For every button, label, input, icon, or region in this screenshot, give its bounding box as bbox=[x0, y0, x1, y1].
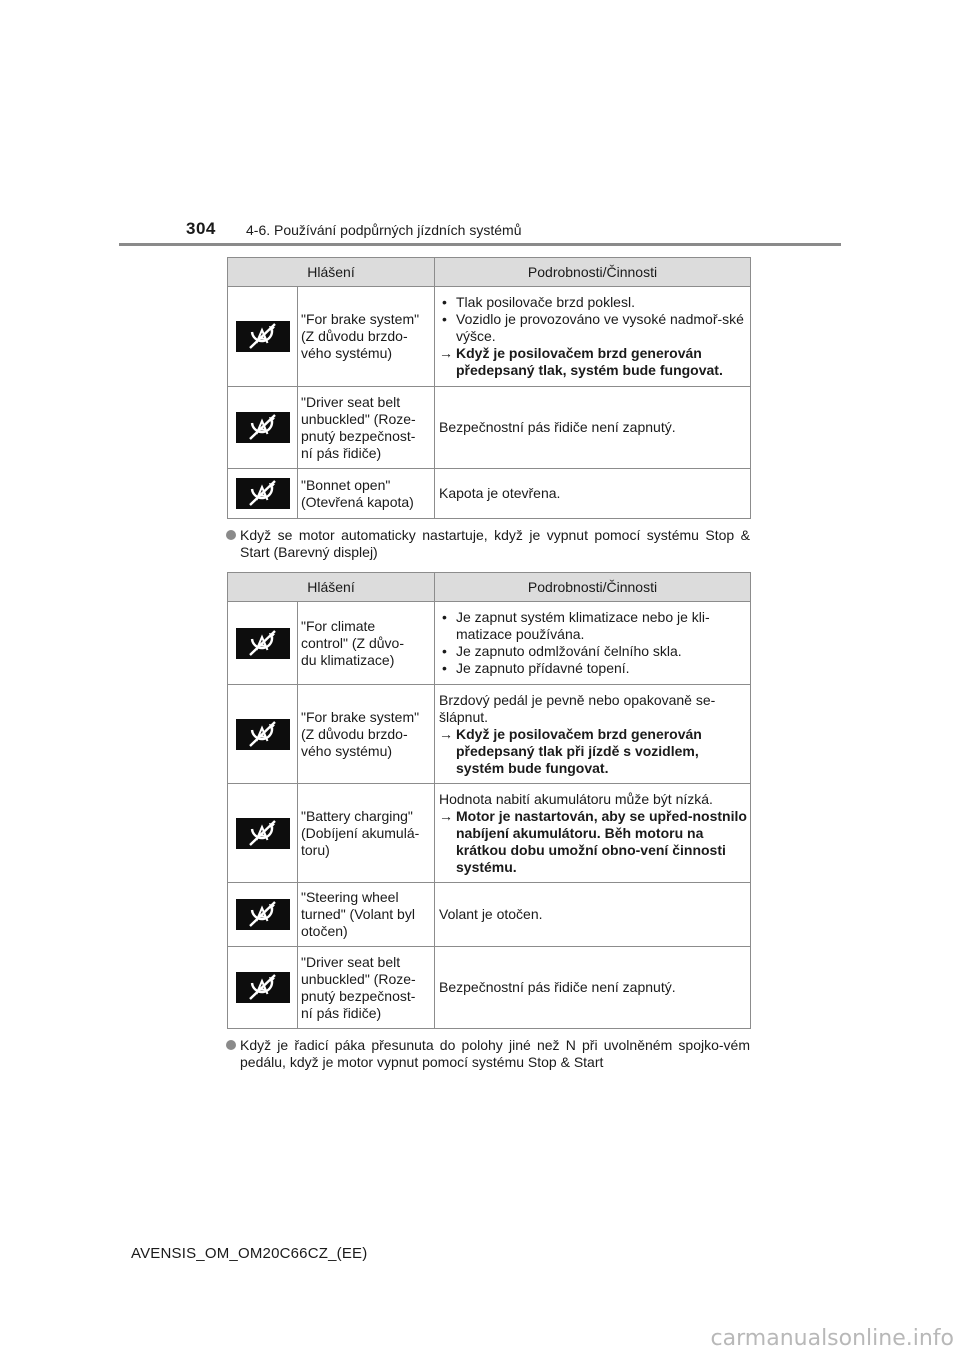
column-header-details: Podrobnosti/Činnosti bbox=[435, 573, 751, 602]
message-label: "Driver seat belt unbuckled" (Roze- pnutý bezpečnost- ní pás řidiče) bbox=[298, 947, 435, 1029]
message-label: "Bonnet open" (Otevřená kapota) bbox=[298, 469, 435, 519]
list-item: • Tlak posilovače brzd poklesl. bbox=[439, 294, 747, 311]
message-details: Hodnota nabití akumulátoru může být nízká. → Motor je nastartován, aby se upřed-nostnilo nabíjení akumulátoru. Běh motoru na krátkou dobu umožní obno-vení činnosti systému. bbox=[435, 784, 751, 883]
bullet-icon bbox=[226, 1040, 236, 1050]
table-row bbox=[228, 469, 751, 519]
message-table-2 bbox=[227, 572, 751, 1029]
list-item: • Je zapnuto přídavné topení. bbox=[439, 660, 747, 677]
message-details bbox=[435, 602, 751, 685]
bullet-icon bbox=[226, 530, 236, 540]
stop-start-off-icon bbox=[236, 628, 290, 659]
message-label: "For brake system" (Z důvodu brzdo- vého systému) bbox=[298, 685, 435, 784]
action-note: → Motor je nastartován, aby se upřed-nostnilo nabíjení akumulátoru. Běh motoru na krátkou dobu umožní obno-vení činnosti systému. bbox=[439, 808, 747, 876]
message-label: "Battery charging" (Dobíjení akumulá- toru) bbox=[298, 784, 435, 883]
message-label: "For brake system" (Z důvodu brzdo- vého systému) bbox=[298, 287, 435, 387]
document-code: AVENSIS_OM_OM20C66CZ_(EE) bbox=[131, 1245, 368, 1262]
action-note: → Když je posilovačem brzd generován předepsaný tlak, systém bude fungovat. bbox=[439, 345, 747, 379]
table-row bbox=[228, 287, 751, 387]
note-paragraph-2: Když je řadicí páka přesunuta do polohy jiné než N při uvolněném spojko-vém pedálu, když je motor vypnut pomocí systému Stop & Start bbox=[226, 1037, 750, 1071]
message-label: "For climate control" (Z důvo- du klimatizace) bbox=[298, 602, 435, 685]
page-number: 304 bbox=[186, 219, 216, 238]
message-details bbox=[435, 287, 751, 387]
stop-start-off-icon bbox=[236, 478, 290, 509]
table-row bbox=[228, 387, 751, 469]
column-header-message: Hlášení bbox=[228, 258, 435, 287]
message-details: Kapota je otevřena. bbox=[435, 469, 751, 519]
message-details: Volant je otočen. bbox=[435, 883, 751, 947]
message-label: "Steering wheel turned" (Volant byl otočen) bbox=[298, 883, 435, 947]
stop-start-off-icon bbox=[236, 818, 290, 849]
stop-start-off-icon bbox=[236, 972, 290, 1003]
column-header-message: Hlášení bbox=[228, 573, 435, 602]
table-row bbox=[228, 947, 751, 1029]
list-item: • Je zapnuto odmlžování čelního skla. bbox=[439, 643, 747, 660]
message-details: Brzdový pedál je pevně nebo opakovaně se-šlápnut. → Když je posilovačem brzd generován předepsaný tlak při jízdě s vozidlem, systém bude fungovat. bbox=[435, 685, 751, 784]
header-divider bbox=[119, 243, 841, 246]
note-paragraph-1: Když se motor automaticky nastartuje, když je vypnut pomocí systému Stop & Start (Barevný displej) bbox=[226, 527, 750, 561]
message-details: Bezpečnostní pás řidiče není zapnutý. bbox=[435, 947, 751, 1029]
table-row bbox=[228, 883, 751, 947]
stop-start-off-icon bbox=[236, 321, 290, 352]
stop-start-off-icon bbox=[236, 899, 290, 930]
column-header-details: Podrobnosti/Činnosti bbox=[435, 258, 751, 287]
table-row bbox=[228, 685, 751, 784]
action-note: → Když je posilovačem brzd generován předepsaný tlak při jízdě s vozidlem, systém bude fungovat. bbox=[439, 726, 747, 777]
message-details: Bezpečnostní pás řidiče není zapnutý. bbox=[435, 387, 751, 469]
table-row bbox=[228, 602, 751, 685]
list-item: • Je zapnut systém klimatizace nebo je kli-matizace používána. bbox=[439, 609, 747, 643]
watermark: carmanualsonline.info bbox=[710, 1326, 954, 1351]
section-title: 4-6. Používání podpůrných jízdních systémů bbox=[246, 222, 522, 238]
stop-start-off-icon bbox=[236, 412, 290, 443]
message-table-1 bbox=[227, 257, 751, 519]
table-row bbox=[228, 784, 751, 883]
list-item: • Vozidlo je provozováno ve vysoké nadmoř-ské výšce. bbox=[439, 311, 747, 345]
message-label: "Driver seat belt unbuckled" (Roze- pnutý bezpečnost- ní pás řidiče) bbox=[298, 387, 435, 469]
stop-start-off-icon bbox=[236, 719, 290, 750]
